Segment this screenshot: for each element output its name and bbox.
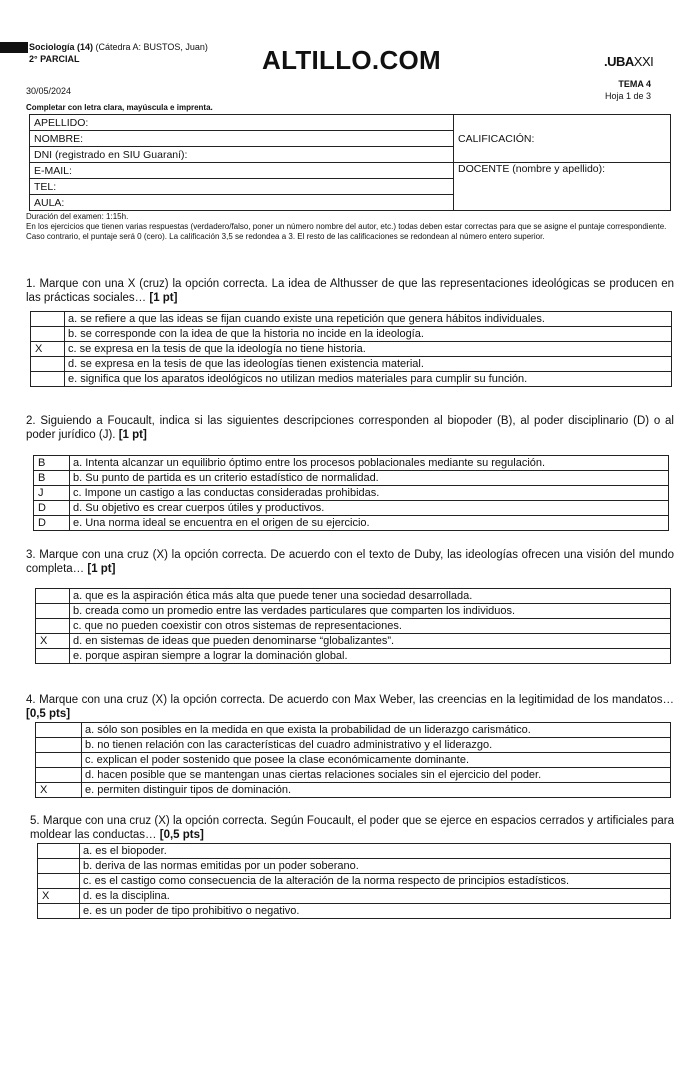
option-row bbox=[34, 501, 669, 516]
answer-cell[interactable] bbox=[38, 859, 80, 874]
answer-cell[interactable] bbox=[36, 768, 82, 783]
exam-date: 30/05/2024 bbox=[26, 86, 72, 96]
option-row bbox=[31, 342, 672, 357]
option-text: b. deriva de las normas emitidas por un poder soberano. bbox=[80, 859, 671, 874]
option-text: c. es el castigo como consecuencia de la alteración de la norma respecto de principios estadísticos. bbox=[80, 874, 671, 889]
option-row bbox=[36, 723, 671, 738]
option-text: d. en sistemas de ideas que pueden denominarse “globalizantes”. bbox=[70, 634, 671, 649]
question-1: 1. Marque con una X (cruz) la opción correcta. La idea de Althusser de que las representaciones ideológicas se producen en las prácticas sociales… [1 pt] bbox=[26, 278, 674, 304]
option-row bbox=[34, 471, 669, 486]
option-text: c. se expresa en la tesis de que la ideología no tiene historia. bbox=[65, 342, 672, 357]
option-row bbox=[34, 486, 669, 501]
option-text: e. es un poder de tipo prohibitivo o negativo. bbox=[80, 904, 671, 919]
option-text: b. Su punto de partida es un criterio estadístico de normalidad. bbox=[70, 471, 669, 486]
answer-cell[interactable] bbox=[38, 904, 80, 919]
answer-cell[interactable]: B bbox=[34, 471, 70, 486]
page-counter: Hoja 1 de 3 bbox=[604, 91, 651, 101]
question-3-options bbox=[35, 588, 671, 664]
answer-cell[interactable]: X bbox=[31, 342, 65, 357]
grading-rules: En los ejercicios que tienen varias respuestas (verdadero/falso, poner un número nombre del autor, etc.) todas deben estar correctas para que se asigne el puntaje correspondiente. Caso contrario, el puntaje será 0 (cero). La calificación 3,5 se redondea a 3. El resto de las calificaciones se redondean al número entero superior. bbox=[26, 222, 667, 241]
calificacion-field[interactable]: CALIFICACIÓN: bbox=[454, 115, 671, 163]
question-2: 2. Siguiendo a Foucault, indica si las siguientes descripciones corresponden al biopoder (B), al poder disciplinario (D) o al poder jurídico (J). [1 pt] bbox=[26, 415, 674, 441]
answer-cell[interactable] bbox=[38, 874, 80, 889]
option-row bbox=[38, 904, 671, 919]
option-text: c. explican el poder sostenido que posee la clase económicamente dominante. bbox=[82, 753, 671, 768]
answer-cell[interactable]: X bbox=[38, 889, 80, 904]
question-1-options bbox=[30, 311, 672, 387]
option-text: a. que es la aspiración ética más alta que puede tener una sociedad desarrollada. bbox=[70, 589, 671, 604]
answer-cell[interactable] bbox=[36, 589, 70, 604]
option-row bbox=[31, 357, 672, 372]
email-field[interactable]: E-MAIL: bbox=[30, 163, 454, 179]
option-row bbox=[34, 516, 669, 531]
answer-cell[interactable] bbox=[31, 327, 65, 342]
redaction-bar bbox=[0, 42, 28, 53]
option-row bbox=[36, 589, 671, 604]
answer-cell[interactable]: J bbox=[34, 486, 70, 501]
option-row bbox=[36, 768, 671, 783]
question-5: 5. Marque con una cruz (X) la opción correcta. Según Foucault, el poder que se ejerce en espacios cerrados y artificiales para moldear las conductas… [0,5 pts] bbox=[30, 815, 674, 841]
option-row bbox=[31, 312, 672, 327]
option-row bbox=[36, 738, 671, 753]
answer-cell[interactable]: X bbox=[36, 634, 70, 649]
option-text: e. Una norma ideal se encuentra en el origen de su ejercicio. bbox=[70, 516, 669, 531]
answer-cell[interactable] bbox=[31, 357, 65, 372]
answer-cell[interactable] bbox=[36, 723, 82, 738]
answer-cell[interactable] bbox=[36, 649, 70, 664]
question-4-options bbox=[35, 722, 671, 798]
option-text: e. significa que los aparatos ideológicos no utilizan medios materiales para cumplir su función. bbox=[65, 372, 672, 387]
option-text: c. que no pueden coexistir con otros sistemas de representaciones. bbox=[70, 619, 671, 634]
option-text: a. se refiere a que las ideas se fijan cuando existe una repetición que genera hábitos individuales. bbox=[65, 312, 672, 327]
question-2-options bbox=[33, 455, 669, 531]
exam-notes bbox=[26, 212, 671, 242]
option-text: a. es el biopoder. bbox=[80, 844, 671, 859]
student-id-form bbox=[29, 114, 671, 211]
exam-name: 2° PARCIAL bbox=[29, 54, 80, 64]
option-row bbox=[36, 634, 671, 649]
option-row bbox=[31, 327, 672, 342]
tema-label: TEMA 4 bbox=[618, 79, 651, 89]
duration-note: Duración del examen: 1:15h. bbox=[26, 212, 129, 221]
question-3: 3. Marque con una cruz (X) la opción correcta. De acuerdo con el texto de Duby, las ideologías ofrecen una visión del mundo completa… [1 pt] bbox=[26, 549, 674, 575]
option-row bbox=[38, 859, 671, 874]
option-row bbox=[36, 753, 671, 768]
answer-cell[interactable]: B bbox=[34, 456, 70, 471]
option-row bbox=[36, 783, 671, 798]
nombre-field[interactable]: NOMBRE: bbox=[30, 131, 454, 147]
question-5-options bbox=[37, 843, 671, 919]
answer-cell[interactable] bbox=[38, 844, 80, 859]
option-row bbox=[34, 456, 669, 471]
uba-logo: .UBAXXI bbox=[604, 54, 654, 69]
docente-field[interactable]: DOCENTE (nombre y apellido): bbox=[454, 163, 671, 211]
tel-field[interactable]: TEL: bbox=[30, 179, 454, 195]
answer-cell[interactable]: D bbox=[34, 501, 70, 516]
option-text: b. creada como un promedio entre las verdades particulares que comparten los individuos. bbox=[70, 604, 671, 619]
option-text: e. porque aspiran siempre a lograr la dominación global. bbox=[70, 649, 671, 664]
fill-instruction: Completar con letra clara, mayúscula e imprenta. bbox=[26, 103, 213, 112]
option-text: d. hacen posible que se mantengan unas ciertas relaciones sociales sin el ejercicio del poder. bbox=[82, 768, 671, 783]
option-row bbox=[36, 604, 671, 619]
course-title: Sociología (14) (Cátedra A: BUSTOS, Juan) bbox=[29, 42, 208, 52]
option-row bbox=[36, 619, 671, 634]
answer-cell[interactable] bbox=[36, 753, 82, 768]
answer-cell[interactable]: X bbox=[36, 783, 82, 798]
option-row bbox=[38, 874, 671, 889]
answer-cell[interactable] bbox=[31, 312, 65, 327]
option-text: a. Intenta alcanzar un equilibrio óptimo entre los procesos poblacionales mediante su regulación. bbox=[70, 456, 669, 471]
site-watermark: ALTILLO.COM bbox=[262, 45, 442, 75]
option-text: b. se corresponde con la idea de que la historia no incide en la ideología. bbox=[65, 327, 672, 342]
aula-field[interactable]: AULA: bbox=[30, 195, 454, 211]
option-text: b. no tienen relación con las características del cuadro administrativo y el liderazgo. bbox=[82, 738, 671, 753]
option-row bbox=[38, 889, 671, 904]
option-text: c. Impone un castigo a las conductas consideradas prohibidas. bbox=[70, 486, 669, 501]
option-text: d. es la disciplina. bbox=[80, 889, 671, 904]
answer-cell[interactable]: D bbox=[34, 516, 70, 531]
answer-cell[interactable] bbox=[31, 372, 65, 387]
option-text: e. permiten distinguir tipos de dominación. bbox=[82, 783, 671, 798]
dni-field[interactable]: DNI (registrado en SIU Guaraní): bbox=[30, 147, 454, 163]
answer-cell[interactable] bbox=[36, 604, 70, 619]
apellido-field[interactable]: APELLIDO: bbox=[30, 115, 454, 131]
answer-cell[interactable] bbox=[36, 619, 70, 634]
answer-cell[interactable] bbox=[36, 738, 82, 753]
option-text: d. se expresa en la tesis de que las ideologías tienen existencia material. bbox=[65, 357, 672, 372]
option-row bbox=[38, 844, 671, 859]
option-text: d. Su objetivo es crear cuerpos útiles y productivos. bbox=[70, 501, 669, 516]
question-4: 4. Marque con una cruz (X) la opción correcta. De acuerdo con Max Weber, las creencias en la legitimidad de los mandatos… [0,5 pts] bbox=[26, 694, 674, 720]
option-row bbox=[31, 372, 672, 387]
option-text: a. sólo son posibles en la medida en que exista la probabilidad de un liderazgo carismático. bbox=[82, 723, 671, 738]
option-row bbox=[36, 649, 671, 664]
